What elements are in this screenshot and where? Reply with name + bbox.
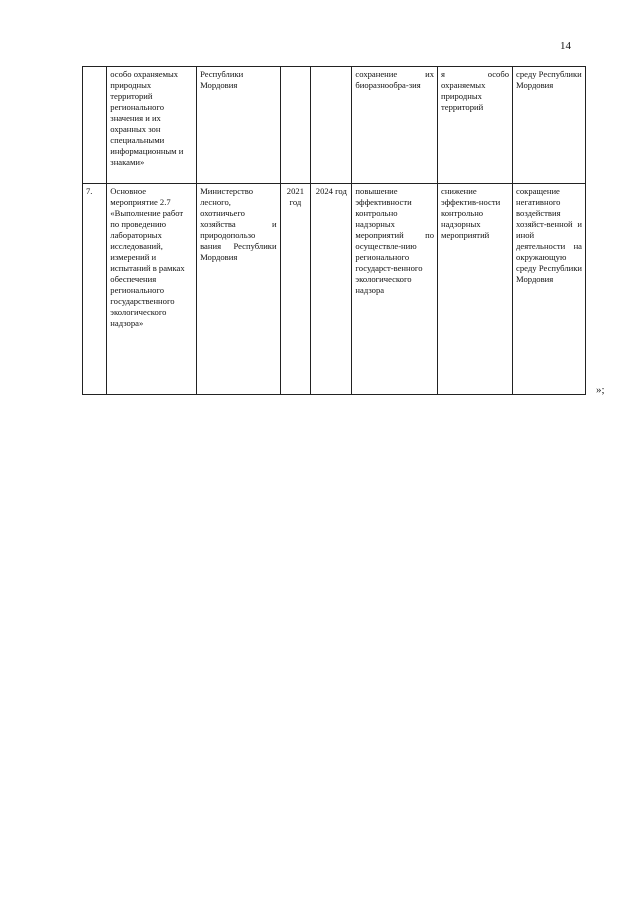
cell-start-year: [280, 67, 311, 184]
table-row: [83, 67, 586, 184]
program-table: [82, 66, 586, 395]
cell-tasks: сохранение их биоразнообра-зия: [352, 67, 438, 184]
page-number: 14: [560, 40, 571, 52]
cell-event-name: особо охраняемых природных территорий регионального значения и их охранных зон специальными информационным и знаками»: [107, 67, 197, 184]
cell-results: снижение эффектив-ности контрольно надзорных мероприятий: [438, 184, 513, 395]
cell-start-year: 2021 год: [280, 184, 311, 395]
cell-results: я особо охраняемых природных территорий: [438, 67, 513, 184]
cell-effect: сокращение негативного воздействия хозяйст-венной и иной деятельности на окружающую среду Республики Мордовия: [513, 184, 586, 395]
table-row: [83, 184, 586, 395]
cell-end-year: [311, 67, 352, 184]
closing-quote-mark: »;: [596, 384, 605, 396]
cell-effect: среду Республики Мордовия: [513, 67, 586, 184]
cell-event-name: Основное мероприятие 2.7 «Выполнение работ по проведению лабораторных исследований, измерений и испытаний в рамках обеспечения регионального государственного экологического надзора»: [107, 184, 197, 395]
cell-executor: Республики Мордовия: [197, 67, 280, 184]
cell-tasks: повышение эффективности контрольно надзорных мероприятий по осуществле-нию регионального государст-венного экологического надзора: [352, 184, 438, 395]
cell-executor: Министерство лесного, охотничьего хозяйства и природопользо вания Республики Мордовия: [197, 184, 280, 395]
cell-number: [83, 67, 107, 184]
cell-number: 7.: [83, 184, 107, 395]
cell-end-year: 2024 год: [311, 184, 352, 395]
